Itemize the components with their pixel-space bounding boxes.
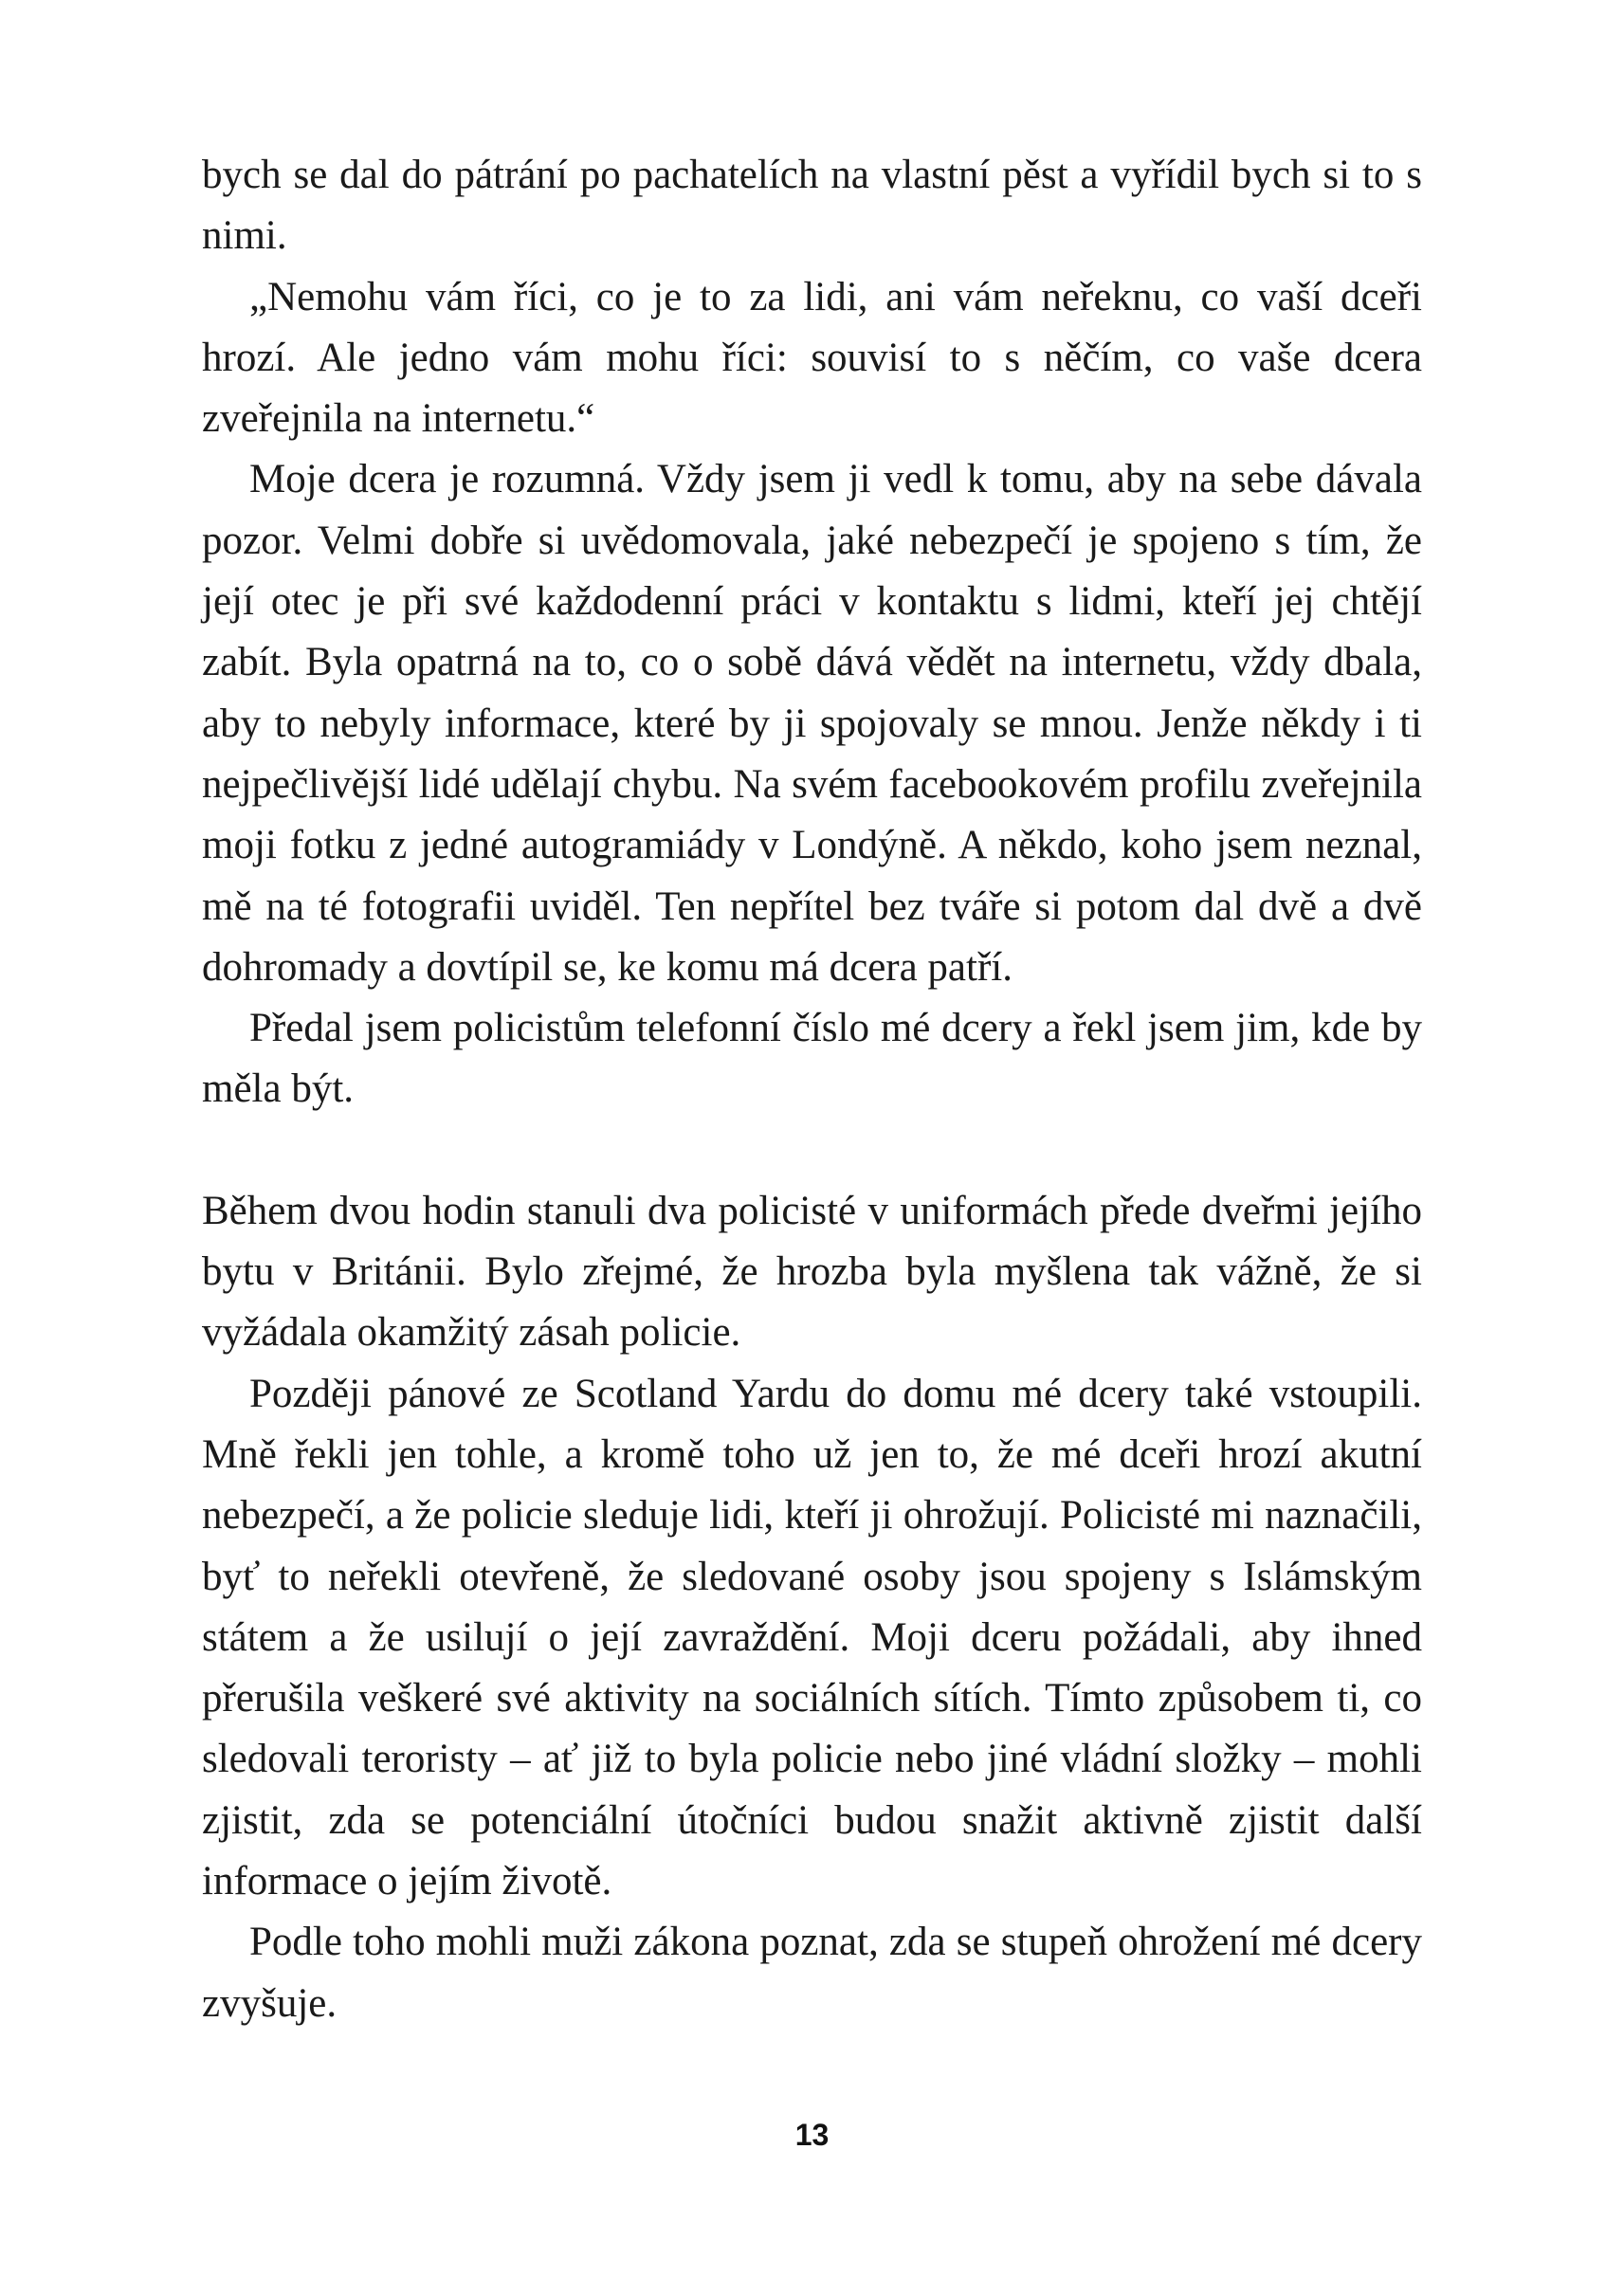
paragraph-two-hours: Během dvou hodin stanuli dva policisté v uniformách přede dveřmi jejího bytu v Británii. Bylo zřejmé, že hrozba byla myšlena tak vážně, že si vyžádala okamžitý zásah policie.: [202, 1188, 1422, 1356]
paragraph-threat-level: Podle toho mohli muži zákona poznat, zda se stupeň ohrožení mé dcery zvyšuje.: [202, 1920, 1422, 2026]
section-break: [202, 1120, 1422, 1181]
paragraph-daughter: Moje dcera je rozumná. Vždy jsem ji vedl k tomu, aby na sebe dávala pozor. Velmi dobře si uvědomovala, jaké nebezpečí je spojeno s tím, že její otec je při své každodenní práci v kontaktu s lidmi, kteří jej chtějí zabít. Byla opatrná na to, co o sobě dává vědět na internetu, vždy dbala, aby to nebyly informace, které by ji spojovaly se mnou. Jenže někdy i ti nejpečlivější lidé udělají chybu. Na svém facebookovém profilu zveřejnila moji fotku z jedné autogramiády v Londýně. A někdo, koho jsem neznal, mě na té fotografii uviděl. Ten nepřítel bez tváře si potom dal dvě a dvě dohromady a dovtípil se, ke komu má dcera patří.: [202, 457, 1422, 990]
paragraph-continuation: bych se dal do pátrání po pachatelích na vlastní pěst a vyřídil bych si to s nimi.: [202, 153, 1422, 259]
paragraph-scotland-yard: Později pánové ze Scotland Yardu do domu mé dcery také vstoupili. Mně řekli jen tohle, a kromě toho už jen to, že mé dceři hrozí akutní nebezpečí, a že policie sleduje lidi, kteří ji ohrožují. Policisté mi naznačili, byť to neřekli otevřeně, že sledované osoby jsou spojeny s Islámským státem a že usilují o její zavraždění. Moji dceru požádali, aby ihned přerušila veškeré své aktivity na sociálních sítích. Tímto způsobem ti, co sledovali teroristy – ať již to byla policie nebo jiné vládní složky – mohli zjistit, zda se potenciální útočníci budou snažit aktivně zjistit další informace o jejím životě.: [202, 1371, 1422, 1904]
paragraph-quote: „Nemohu vám říci, co je to za lidi, ani vám neřeknu, co vaší dceři hrozí. Ale jedno vám mohu říci: souvisí to s něčím, co vaše dcera zveřejnila na internetu.“: [202, 274, 1422, 442]
page-number: 13: [794, 2118, 830, 2152]
paragraph-phone-number: Předal jsem policistům telefonní číslo mé dcery a řekl jsem jim, kde by měla být.: [202, 1006, 1422, 1112]
body-text: [202, 145, 1422, 2034]
